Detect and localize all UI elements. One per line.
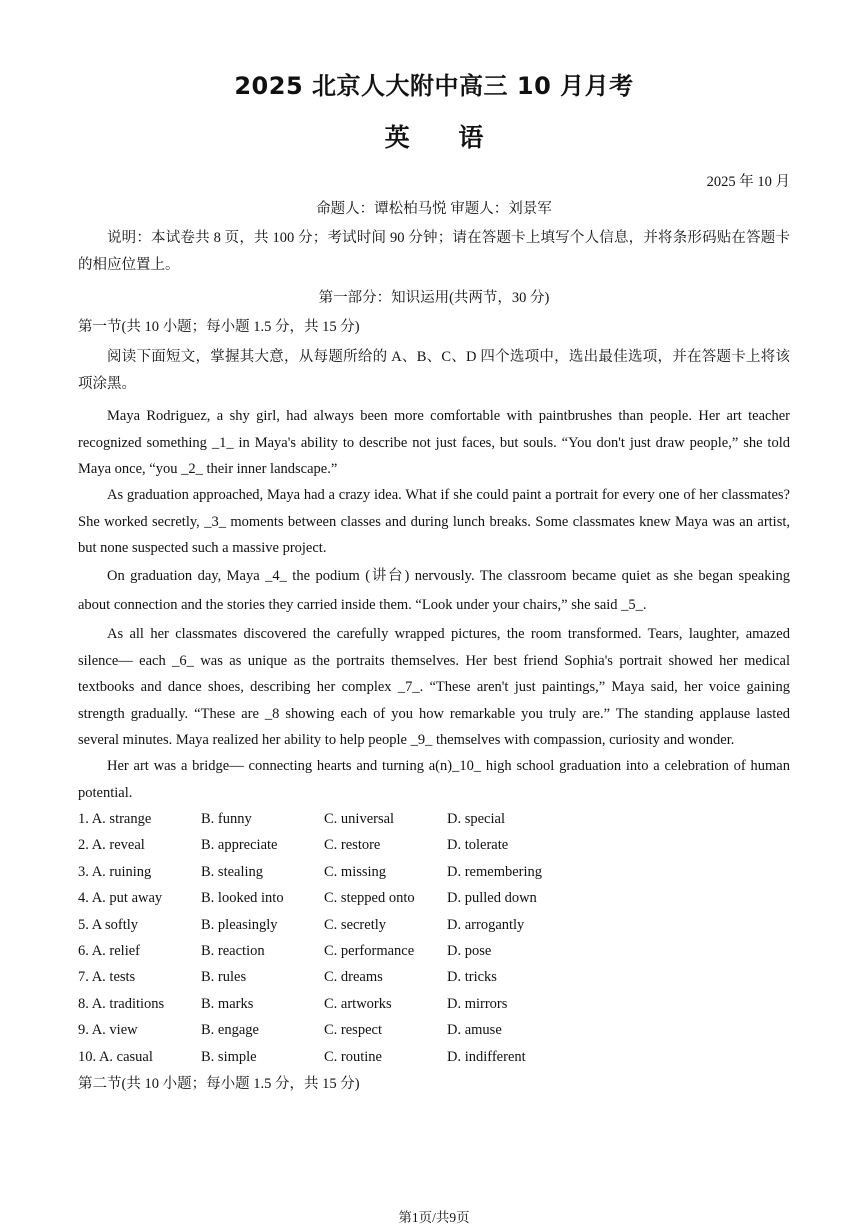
authors-line: 命题人：谭松柏马悦 审题人：刘景军 — [316, 201, 552, 217]
option-c: C. performance — [324, 942, 415, 959]
option-d: D. special — [447, 811, 505, 827]
passage-paragraph-4: As all her classmates discovered the carefully wrapped pictures, the room transformed. Tears, laughter, amazed silence— each _6_ was as unique as the portraits themselves. Her best friend Sophia's portrait showed her medical textbooks and dance shoes, describing her complex _7_. “These aren't just paintings,” Maya said, her voice gaining strength gradually. “These are _8 showing each of you how remarkable you truly are.” The standing applause lasted several minutes. Maya realized her ability to help people _9_ themselves with compassion, curiosity and wonder. — [78, 626, 790, 748]
option-row — [78, 912, 790, 938]
option-row — [78, 885, 790, 911]
section1-directions: 阅读下面短文，掌握其大意，从每题所给的 A、B、C、D 四个选项中，选出最佳选项，并在答题卡上将该项涂黑。 — [78, 349, 790, 392]
option-c: C. dreams — [324, 969, 383, 986]
section1-heading: 第一节(共 10 小题；每小题 1.5 分，共 15 分) — [78, 319, 360, 335]
option-row — [78, 859, 790, 885]
option-d: D. mirrors — [447, 995, 508, 1012]
option-c: C. stepped onto — [324, 890, 415, 907]
option-b: B. reaction — [201, 942, 265, 959]
option-c: C. missing — [324, 863, 387, 880]
option-row — [78, 806, 790, 832]
option-c: C. artworks — [324, 995, 392, 1012]
option-b: B. pleasingly — [201, 916, 278, 933]
option-d: D. tolerate — [447, 837, 509, 854]
option-d: D. arrogantly — [447, 916, 525, 933]
passage-paragraph-2: As graduation approached, Maya had a crazy idea. What if she could paint a portrait for every one of her classmates? She worked secretly, _3_ moments between classes and during lunch breaks. Some classmates knew Maya was an artist, but none suspected such a massive project. — [78, 487, 790, 556]
option-b: B. stealing — [201, 863, 264, 880]
option-row — [78, 832, 790, 858]
page-number: 第1页/共9页 — [398, 1210, 470, 1225]
option-d: D. pose — [447, 942, 492, 959]
subject-title: 英 语 — [384, 123, 484, 152]
option-c: C. restore — [324, 837, 381, 854]
passage-paragraph-3: On graduation day, Maya _4_ the podium (讲台) nervously. The classroom became quiet as she began speaking about connection and the stories they carried inside them. “Look under your chairs,” she said _5_. — [78, 568, 790, 613]
passage-paragraph-1: Maya Rodriguez, a shy girl, had always been more comfortable with paintbrushes than people. Her art teacher recognized something _1_ in Maya's ability to describe not just faces, but souls. “You don't just draw people,” she told Maya once, “you _2_ their inner landscape.” — [78, 408, 790, 477]
option-c: C. universal — [324, 811, 395, 827]
option-a: 1. A. strange — [78, 811, 152, 827]
option-b: B. appreciate — [201, 837, 278, 854]
option-a: 5. A softly — [78, 916, 139, 933]
option-d: D. amuse — [447, 1022, 502, 1039]
option-a: 4. A. put away — [78, 890, 163, 907]
option-c: C. routine — [324, 1048, 382, 1065]
option-a: 9. A. view — [78, 1022, 138, 1039]
option-c: C. respect — [324, 1022, 382, 1039]
option-a: 2. A. reveal — [78, 837, 145, 854]
option-a: 7. A. tests — [78, 969, 136, 986]
exam-title: 2025 北京人大附中高三 10 月月考 — [234, 72, 634, 100]
option-d: D. remembering — [447, 863, 543, 880]
part1-heading: 第一部分：知识运用(共两节，30 分) — [318, 290, 550, 306]
option-d: D. pulled down — [447, 890, 537, 907]
passage-paragraph-5: Her art was a bridge— connecting hearts and turning a(n)_10_ high school graduation into a celebration of human potential. — [78, 758, 790, 801]
option-b: B. rules — [201, 969, 247, 986]
option-b: B. simple — [201, 1048, 257, 1065]
option-row — [78, 1017, 790, 1043]
option-d: D. tricks — [447, 969, 497, 986]
option-d: D. indifferent — [447, 1048, 526, 1065]
option-row — [78, 964, 790, 990]
instructions: 说明：本试卷共 8 页，共 100 分；考试时间 90 分钟；请在答题卡上填写个人信息，并将条形码贴在答题卡的相应位置上。 — [78, 230, 790, 273]
option-a: 8. A. traditions — [78, 995, 165, 1012]
option-a: 3. A. ruining — [78, 863, 152, 880]
option-row — [78, 991, 790, 1017]
section2-heading: 第二节(共 10 小题；每小题 1.5 分，共 15 分) — [78, 1076, 360, 1092]
option-a: 10. A. casual — [78, 1048, 153, 1065]
option-b: B. engage — [201, 1022, 259, 1039]
option-row — [78, 1044, 790, 1070]
option-c: C. secretly — [324, 916, 387, 933]
option-a: 6. A. relief — [78, 942, 141, 959]
option-b: B. looked into — [201, 890, 284, 907]
options-list — [78, 806, 790, 1070]
option-b: B. funny — [201, 811, 252, 827]
option-row — [78, 938, 790, 964]
exam-date: 2025 年 10 月 — [706, 174, 790, 190]
option-b: B. marks — [201, 995, 254, 1012]
